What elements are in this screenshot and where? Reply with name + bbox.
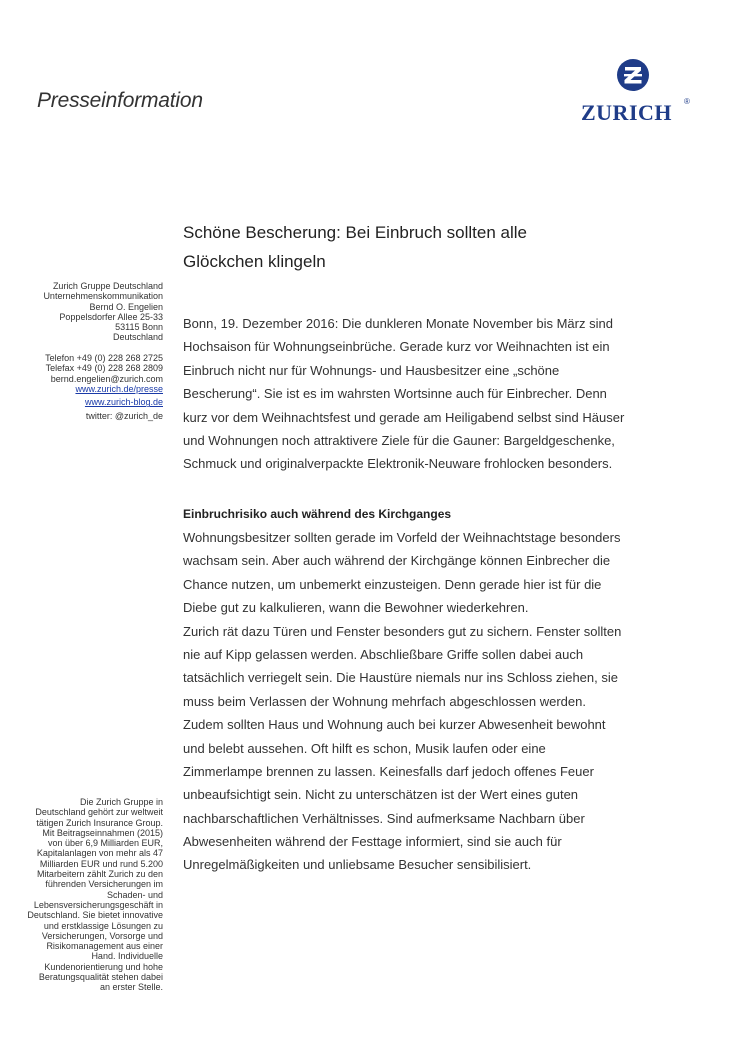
- body-line: Chance nutzen, um unbemerkt einzusteigen. Denn gerade hier ist für die: [183, 576, 602, 592]
- boilerplate-line: Lebensversicherungsgeschäft in: [33, 899, 163, 910]
- contact-phone: Telefon +49 (0) 228 268 2725: [45, 353, 163, 364]
- headline-line: Glöckchen klingeln: [183, 252, 326, 271]
- body-line: Wohnungsbesitzer sollten gerade im Vorfeld der Weihnachtstage besonders: [183, 530, 621, 545]
- body-line: unbeaufsichtigt sein. Nicht zu unterschätzen ist der Wert eines guten: [183, 787, 579, 803]
- body-line: und belebt aussehen. Oft hilft es schon, Musik laufen oder eine: [183, 740, 546, 756]
- boilerplate-line: führenden Versicherungen im: [45, 879, 163, 890]
- intro-paragraph: [183, 312, 653, 476]
- body-line: muss beim Verlassen der Wohnung mehrfach abgeschlossen werden.: [183, 693, 586, 709]
- boilerplate-line: Versicherungen, Vorsorge und: [41, 930, 163, 941]
- boilerplate-line: Kundenorientierung und hohe: [44, 961, 163, 972]
- boilerplate-line: Mitarbeitern zählt Zurich zu den: [36, 869, 163, 880]
- section-paragraph: [183, 526, 653, 877]
- press-link[interactable]: www.zurich.de/presse: [75, 383, 163, 394]
- body-line: Bescherung“. Sie ist es im wahrsten Wortsinne auch für Einbrecher. Denn: [183, 386, 607, 402]
- boilerplate-line: Beratungsqualität stehen dabei: [38, 972, 163, 983]
- boilerplate-line: tätigen Zurich Insurance Group.: [36, 817, 163, 828]
- body-line: tatsächlich verriegelt sein. Die Haustüre niemals nur ins Schloss ziehen, sie: [183, 670, 618, 686]
- boilerplate-line: Hand. Individuelle: [91, 951, 163, 962]
- body-line: Unregelmäßigkeiten und unliebsame Besucher sensibilisiert.: [183, 857, 532, 873]
- body-line: Schmuck und originalverpackte Elektronik-Neuware frohlocken besonders.: [183, 456, 613, 472]
- headline-line: Schöne Bescherung: Bei Einbruch sollten alle: [183, 223, 527, 242]
- boilerplate-line: an erster Stelle.: [99, 982, 163, 993]
- boilerplate-line: Deutschland gehört zur weltweit: [35, 807, 163, 818]
- registered-mark: ®: [684, 97, 690, 106]
- contact-company: Zurich Gruppe Deutschland: [52, 281, 163, 291]
- contact-department: Unternehmenskommunikation: [43, 291, 163, 302]
- boilerplate-line: Kapitalanlagen von mehr als 47: [36, 848, 163, 859]
- body-line: nie auf Kipp gelassen werden. Abschließbare Griffe sollen dabei auch: [183, 646, 584, 662]
- contact-country: Deutschland: [112, 332, 163, 343]
- section-heading: Einbruchrisiko auch während des Kirchganges: [183, 507, 452, 521]
- body-line: nachbarschaftlichen Verhältnisses. Sind aufmerksame Nachbarn über: [183, 810, 585, 826]
- boilerplate-line: Risikomanagement aus einer: [46, 941, 163, 952]
- body-line: Zurich rät dazu Türen und Fenster besonders gut zu sichern. Fenster sollten: [183, 623, 622, 639]
- boilerplate-line: Mit Beitragseinnahmen (2015): [42, 827, 163, 838]
- boilerplate-line: Die Zurich Gruppe in: [79, 797, 163, 807]
- body-line: Diebe gut zu kalkulieren, wann die Bewohner wiederkehren.: [183, 600, 529, 616]
- zurich-logo: [576, 58, 696, 128]
- contact-street: Poppelsdorfer Allee 25-33: [59, 311, 163, 322]
- boilerplate-line: von über 6,9 Milliarden EUR,: [47, 838, 163, 849]
- document-type-label: Presseinformation: [37, 89, 203, 112]
- contact-person: Bernd O. Engelien: [89, 301, 163, 312]
- body-line: wachsam sein. Aber auch während der Kirchgänge können Einbrecher die: [183, 553, 611, 569]
- blog-link[interactable]: www.zurich-blog.de: [84, 397, 163, 408]
- body-line: Bonn, 19. Dezember 2016: Die dunkleren Monate November bis März sind: [183, 316, 613, 331]
- contact-block: [20, 281, 163, 421]
- company-boilerplate: [0, 797, 163, 993]
- zurich-emblem-icon: [616, 58, 650, 92]
- body-line: Abwesenheiten während der Festtage informiert, sind sie auch für: [183, 834, 562, 850]
- body-line: kurz vor dem Weihnachtsfest und gerade am Heiligabend selbst sind Häuser: [183, 409, 625, 425]
- boilerplate-line: und erstklassige Lösungen zu: [43, 920, 163, 931]
- body-line: Einbruch nicht nur für Wohnungs- und Hausbesitzer eine „schöne: [183, 362, 560, 378]
- contact-fax: Telefax +49 (0) 228 268 2809: [45, 363, 163, 374]
- contact-email: bernd.engelien@zurich.com: [50, 373, 163, 384]
- headline: [183, 218, 603, 276]
- body-line: Zimmerlampe brennen zu lassen. Keinesfalls darf jedoch offenes Feuer: [183, 763, 594, 779]
- body-line: Zudem sollten Haus und Wohnung auch bei kurzer Abwesenheit bewohnt: [183, 717, 606, 733]
- contact-twitter: twitter: @zurich_de: [85, 410, 163, 421]
- boilerplate-line: Deutschland. Sie bietet innovative: [27, 910, 163, 921]
- body-line: Hochsaison für Wohnungseinbrüche. Gerade kurz vor Weihnachten ist ein: [183, 339, 610, 355]
- boilerplate-line: Milliarden EUR und rund 5.200: [39, 858, 163, 869]
- boilerplate-line: Schaden- und: [106, 889, 163, 900]
- body-line: und Wohnungen noch attraktivere Ziele für die Gauner: Bargeldgeschenke,: [183, 432, 615, 448]
- contact-zip-city: 53115 Bonn: [115, 322, 163, 333]
- logo-wordmark: ZURICH: [581, 100, 673, 125]
